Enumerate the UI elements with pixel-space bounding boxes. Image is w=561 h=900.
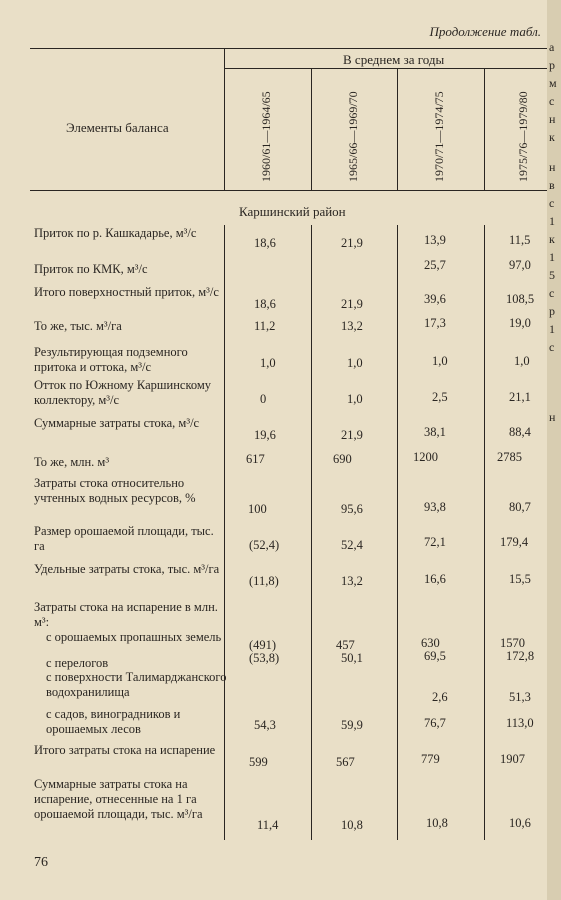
average-header: В среднем за годы bbox=[343, 52, 445, 67]
margin-fragment: р bbox=[549, 58, 555, 72]
margin-fragment: с bbox=[549, 196, 555, 210]
row-label: Итого затраты стока на испарение bbox=[34, 743, 216, 757]
continuation-label: Продолжение табл. bbox=[429, 24, 541, 39]
cell: 1200 bbox=[413, 450, 438, 464]
row-label: с орошаемых пропашных земель bbox=[46, 630, 222, 644]
cell: 179,4 bbox=[500, 535, 529, 549]
cell: 19,6 bbox=[254, 428, 276, 442]
cell: 0 bbox=[260, 392, 267, 406]
cell: 13,2 bbox=[341, 574, 363, 588]
row-label: Приток по КМК, м³/с bbox=[34, 262, 148, 276]
cell: 88,4 bbox=[509, 425, 531, 439]
margin-fragment: р bbox=[549, 304, 555, 318]
margin-fragment: н bbox=[549, 410, 556, 424]
row-label: То же, тыс. м³/га bbox=[34, 319, 122, 333]
section-title: Каршинский район bbox=[239, 204, 346, 219]
cell: 2,6 bbox=[432, 690, 448, 704]
cell: 11,4 bbox=[257, 818, 279, 832]
cell: 1907 bbox=[500, 752, 525, 766]
cell: 18,6 bbox=[254, 236, 276, 250]
col-divider-2 bbox=[311, 68, 312, 190]
elements-header: Элементы баланса bbox=[66, 120, 169, 135]
body-divider-3 bbox=[397, 225, 398, 840]
row-label: Затраты стока относительно учтенных водных ресурсов, % bbox=[34, 476, 196, 505]
cell: 97,0 bbox=[509, 258, 531, 272]
margin-fragment: в bbox=[549, 178, 555, 192]
row-label: Итого поверхностный приток, м³/с bbox=[34, 285, 219, 299]
cell: 93,8 bbox=[424, 500, 446, 514]
cell: 17,3 bbox=[424, 316, 446, 330]
row-label: Размер орошаемой площади, тыс. га bbox=[34, 524, 214, 553]
cell: 10,8 bbox=[341, 818, 363, 832]
row-label: Приток по р. Кашкадарье, м³/с bbox=[34, 226, 197, 240]
cell: 1,0 bbox=[260, 356, 276, 370]
cell: 51,3 bbox=[509, 690, 531, 704]
year-header-2: 1965/66—1969/70 bbox=[346, 91, 360, 182]
cell: 108,5 bbox=[506, 292, 535, 306]
margin-fragment: к bbox=[549, 130, 555, 144]
margin-fragment: с bbox=[549, 340, 555, 354]
cell: 21,9 bbox=[341, 297, 363, 311]
col-divider-1 bbox=[224, 48, 225, 190]
cell: 2,5 bbox=[432, 390, 448, 404]
col-divider-4 bbox=[484, 68, 485, 190]
cell: 21,9 bbox=[341, 236, 363, 250]
cell: 1,0 bbox=[432, 354, 448, 368]
margin-fragment: а bbox=[549, 40, 555, 54]
margin-fragment: 1 bbox=[549, 214, 555, 228]
row-label: с садов, виноградников и орошаемых лесов bbox=[46, 707, 181, 736]
cell: 38,1 bbox=[424, 425, 446, 439]
year-header-1: 1960/61—1964/65 bbox=[259, 91, 273, 182]
cell: 10,6 bbox=[509, 816, 531, 830]
row-label: с поверхности Талимарджанского водохранилища bbox=[46, 670, 227, 699]
cell: 10,8 bbox=[426, 816, 448, 830]
cell: 567 bbox=[336, 755, 355, 769]
cell: 72,1 bbox=[424, 535, 446, 549]
header-bottom-rule bbox=[30, 190, 550, 191]
average-rule bbox=[224, 68, 550, 69]
cell: 54,3 bbox=[254, 718, 276, 732]
row-label: Затраты стока на испарение в млн. м³: bbox=[34, 600, 218, 629]
col-divider-3 bbox=[397, 68, 398, 190]
cell: 52,4 bbox=[341, 538, 363, 552]
cell: 21,9 bbox=[341, 428, 363, 442]
cell: 95,6 bbox=[341, 502, 363, 516]
cell: 1,0 bbox=[347, 356, 363, 370]
cell: 15,5 bbox=[509, 572, 531, 586]
cell: 18,6 bbox=[254, 297, 276, 311]
cell: 59,9 bbox=[341, 718, 363, 732]
cell: 779 bbox=[421, 752, 440, 766]
row-label: Отток по Южному Каршинскому коллектору, м³/с bbox=[34, 378, 212, 407]
row-label: Результирующая подземного притока и оттока, м³/с bbox=[34, 345, 188, 374]
cell: (52,4) bbox=[249, 538, 280, 552]
cell: 21,1 bbox=[509, 390, 531, 404]
year-header-4: 1975/76—1979/80 bbox=[516, 91, 530, 182]
body-divider-4 bbox=[484, 225, 485, 840]
row-label: То же, млн. м³ bbox=[34, 455, 110, 469]
cell: (53,8) bbox=[249, 651, 280, 665]
cell: 457 bbox=[336, 638, 355, 652]
cell: 100 bbox=[248, 502, 267, 516]
row-label: Суммарные затраты стока на испарение, отнесенные на 1 га орошаемой площади, тыс. м³/га bbox=[34, 777, 203, 821]
cell: 13,2 bbox=[341, 319, 363, 333]
cell: 11,2 bbox=[254, 319, 276, 333]
year-header-3: 1970/71—1974/75 bbox=[432, 91, 446, 182]
adjacent-page-edge bbox=[547, 0, 561, 900]
page-number: 76 bbox=[34, 855, 48, 870]
cell: 690 bbox=[333, 452, 352, 466]
row-label: Удельные затраты стока, тыс. м³/га bbox=[34, 562, 220, 576]
row-label: Суммарные затраты стока, м³/с bbox=[34, 416, 200, 430]
cell: 1,0 bbox=[514, 354, 530, 368]
cell: 11,5 bbox=[509, 233, 531, 247]
cell: 1570 bbox=[500, 636, 525, 650]
cell: 80,7 bbox=[509, 500, 531, 514]
cell: 113,0 bbox=[506, 716, 534, 730]
body-divider-1 bbox=[224, 225, 225, 840]
margin-fragment: 1 bbox=[549, 322, 555, 336]
cell: (491) bbox=[249, 638, 277, 652]
margin-fragment: с bbox=[549, 94, 555, 108]
cell: 19,0 bbox=[509, 316, 531, 330]
margin-fragment: м bbox=[549, 76, 557, 90]
cell: 76,7 bbox=[424, 716, 446, 730]
cell: 617 bbox=[246, 452, 265, 466]
cell: 16,6 bbox=[424, 572, 446, 586]
cell: 630 bbox=[421, 636, 440, 650]
cell: 599 bbox=[249, 755, 268, 769]
cell: 2785 bbox=[497, 450, 522, 464]
cell: 39,6 bbox=[424, 292, 446, 306]
cell: 172,8 bbox=[506, 649, 535, 663]
margin-fragment: к bbox=[549, 232, 555, 246]
margin-fragment: н bbox=[549, 112, 556, 126]
top-rule bbox=[30, 48, 550, 49]
cell: 25,7 bbox=[424, 258, 446, 272]
row-label: с перелогов bbox=[46, 656, 109, 670]
margin-fragment: 1 bbox=[549, 250, 555, 264]
cell: (11,8) bbox=[249, 574, 279, 588]
body-divider-2 bbox=[311, 225, 312, 840]
cell: 1,0 bbox=[347, 392, 363, 406]
cell: 13,9 bbox=[424, 233, 446, 247]
cell: 69,5 bbox=[424, 649, 446, 663]
cell: 50,1 bbox=[341, 651, 363, 665]
margin-fragment: 5 bbox=[549, 268, 555, 282]
margin-fragment: с bbox=[549, 286, 555, 300]
margin-fragment: н bbox=[549, 160, 556, 174]
